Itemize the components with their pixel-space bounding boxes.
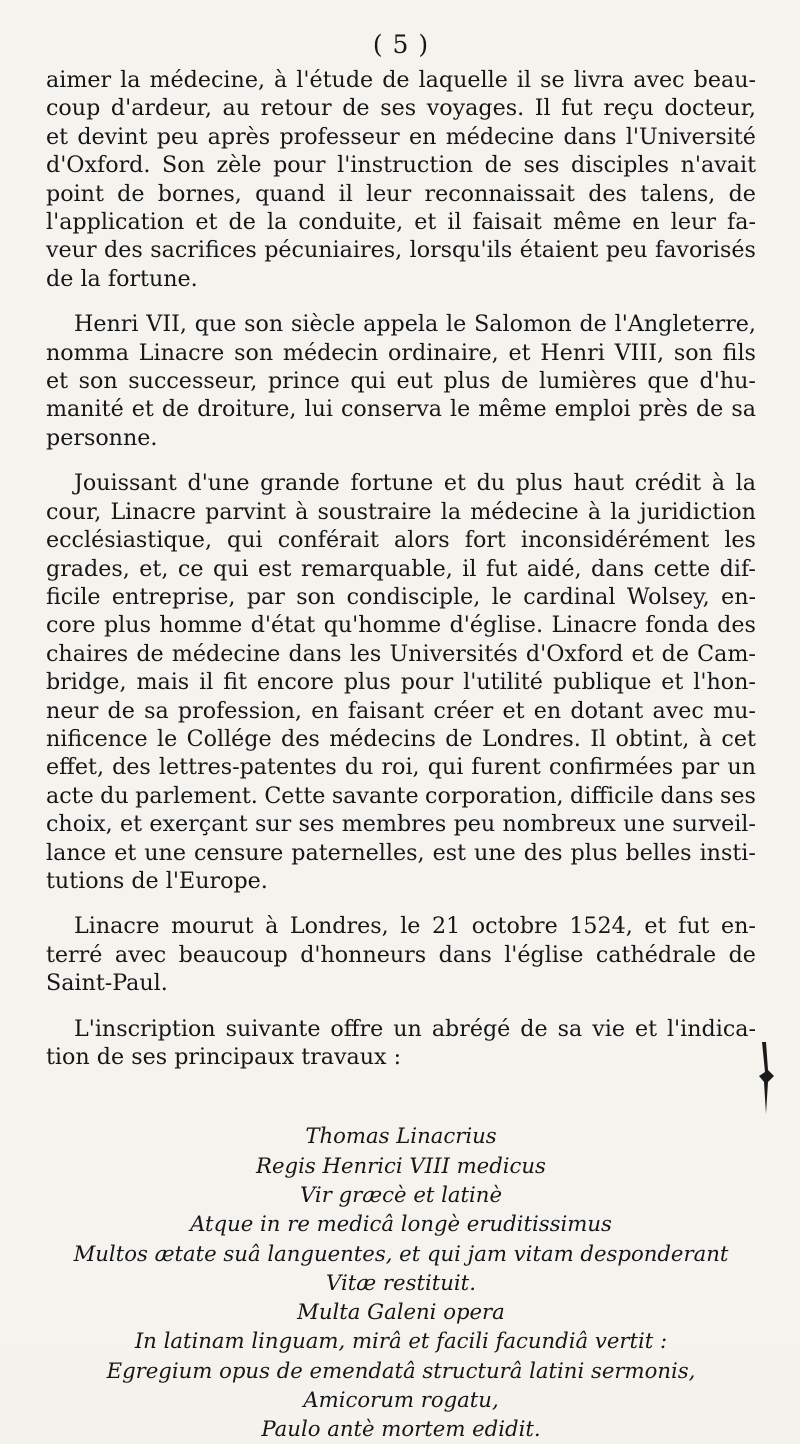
inscription-line: Atque in re medicâ longè eruditissimus <box>190 1211 612 1237</box>
body-text <box>46 66 756 1071</box>
text-line: acte du parlement. Cette savante corporation, difficile dans ses <box>46 782 756 809</box>
text-line: point de bornes, quand il leur reconnaissait des talens, de <box>46 180 756 207</box>
text-line: L'inscription suivante offre un abrégé de sa vie et l'indica- <box>74 1015 756 1042</box>
text-line: cour, Linacre parvint à soustraire la médecine à la juridiction <box>46 498 756 525</box>
epitaph-inscription <box>46 1121 756 1443</box>
inscription-line: Thomas Linacrius <box>305 1123 497 1149</box>
text-line: nificence le Collége des médecins de Londres. Il obtint, à cet <box>46 725 756 752</box>
text-line: et son successeur, prince qui eut plus de lumières que d'hu- <box>46 368 756 395</box>
margin-mark-icon <box>756 1042 776 1114</box>
inscription-line: Egregium opus de emendatâ structurâ latini sermonis, <box>106 1357 696 1383</box>
inscription-line: Multa Galeni opera <box>297 1299 505 1325</box>
text-line: personne. <box>46 424 158 451</box>
inscription-line: Amicorum rogatu, <box>303 1387 499 1413</box>
text-line: veur des sacrifices pécuniaires, lorsqu'ils étaient peu favorisés <box>46 237 756 264</box>
text-line: core plus homme d'état qu'homme d'église. Linacre fonda des <box>46 612 756 639</box>
text-line: ficile entreprise, par son condisciple, le cardinal Wolsey, en- <box>46 583 756 610</box>
paragraph <box>46 66 756 293</box>
text-line: Saint-Paul. <box>46 970 168 997</box>
inscription-line: Paulo antè mortem edidit. <box>261 1416 541 1442</box>
inscription-line: Multos ætate suâ languentes, et qui jam vitam desponderant <box>73 1240 729 1266</box>
text-line: terré avec beaucoup d'honneurs dans l'église cathédrale de <box>46 941 756 968</box>
text-line: choix, et exerçant sur ses membres peu nombreux une surveil- <box>46 811 756 838</box>
text-line: coup d'ardeur, au retour de ses voyages. Il fut reçu docteur, <box>46 95 756 122</box>
text-line: et devint peu après professeur en médecine dans l'Université <box>46 123 756 150</box>
paragraph <box>46 912 756 997</box>
text-line: tutions de l'Europe. <box>46 867 268 894</box>
inscription-line: Regis Henrici VIII medicus <box>256 1152 546 1178</box>
text-line: grades, et, ce qui est remarquable, il fut aidé, dans cette dif- <box>46 555 756 582</box>
page-number: ( 5 ) <box>372 30 430 59</box>
paragraph <box>46 1015 756 1072</box>
text-line: lance et une censure paternelles, est une des plus belles insti- <box>46 839 756 866</box>
inscription-line: Vitæ restituit. <box>326 1269 476 1295</box>
text-line: Jouissant d'une grande fortune et du plus haut crédit à la <box>74 470 756 497</box>
paragraph <box>46 310 756 452</box>
paragraph <box>46 469 756 895</box>
text-line: aimer la médecine, à l'étude de laquelle il se livra avec beau- <box>46 67 756 93</box>
text-line: Linacre mourut à Londres, le 21 octobre 1524, et fut en- <box>74 913 756 940</box>
text-line: neur de sa profession, en faisant créer et en dotant avec mu- <box>46 697 756 724</box>
text-line: Henri VII, que son siècle appela le Salomon de l'Angleterre, <box>74 311 756 338</box>
text-line: d'Oxford. Son zèle pour l'instruction de ses disciples n'avait <box>46 152 756 179</box>
text-line: effet, des lettres-patentes du roi, qui furent confirmées par un <box>46 754 756 781</box>
text-line: l'application et de la conduite, et il faisait même en leur fa- <box>46 209 756 236</box>
inscription-line: In latinam linguam, mirâ et facili facundiâ vertit : <box>134 1328 668 1354</box>
text-line: nomma Linacre son médecin ordinaire, et Henri VIII, son fils <box>46 339 756 366</box>
text-line: manité et de droiture, lui conserva le même emploi près de sa <box>46 396 756 423</box>
text-line: de la fortune. <box>46 265 198 292</box>
text-line: chaires de médecine dans les Universités d'Oxford et de Cam- <box>46 640 756 667</box>
inscription-line: Vir græcè et latinè <box>300 1182 502 1207</box>
text-line: bridge, mais il fit encore plus pour l'utilité publique et l'hon- <box>46 669 756 696</box>
text-line: ecclésiastique, qui conférait alors fort inconsidérément les <box>46 527 756 554</box>
text-line: tion de ses principaux travaux : <box>46 1044 402 1070</box>
